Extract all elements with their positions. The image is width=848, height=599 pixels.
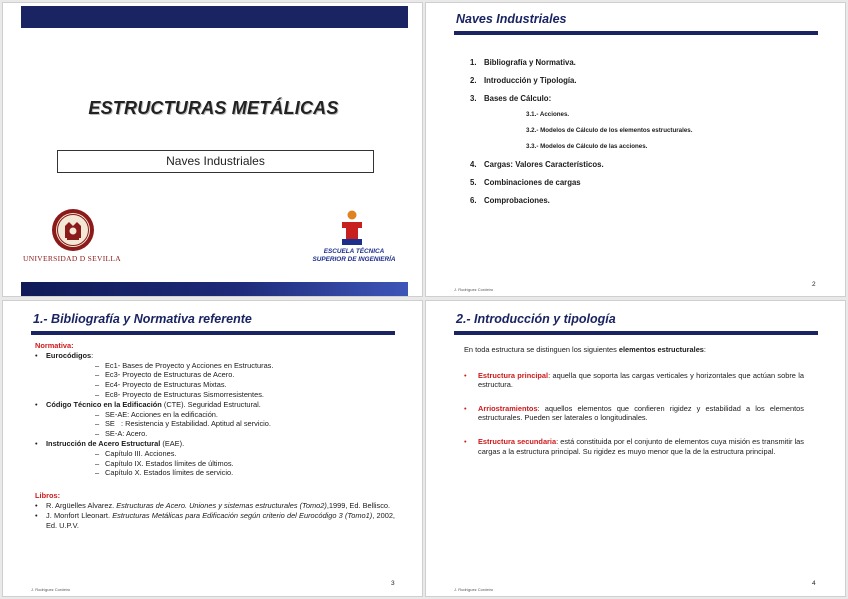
heading-rule bbox=[454, 331, 818, 335]
sub-list-item: – SE : Resistencia y Estabilidad. Aptitud al servicio. bbox=[35, 419, 395, 429]
intro-text bbox=[464, 345, 804, 355]
term: Estructura secundaria bbox=[478, 436, 557, 446]
slide-index bbox=[425, 2, 846, 297]
book-publisher: , 2002, Ed. U.P.V. bbox=[46, 510, 395, 530]
toc-num: 4. bbox=[470, 160, 477, 169]
eae-text: (EAE). bbox=[160, 438, 185, 448]
slide-heading: 2.- Introducción y tipología bbox=[456, 312, 616, 326]
school-name-line1: ESCUELA TÉCNICA bbox=[323, 248, 385, 255]
libros-label: Libros: bbox=[35, 491, 61, 501]
sub-list-item: – SE-AE: Acciones en la edificación. bbox=[35, 410, 395, 420]
cte-label: Código Técnico en la Edificación bbox=[46, 399, 162, 409]
toc-item bbox=[470, 158, 840, 172]
list-item bbox=[464, 404, 804, 423]
heading-rule bbox=[454, 31, 818, 35]
toc-item bbox=[470, 176, 840, 190]
list-item bbox=[35, 439, 395, 449]
slide-body bbox=[35, 341, 395, 530]
sub-list-item: – Capítulo X. Estados límites de servicio. bbox=[35, 468, 395, 478]
sub-list-item: – Capítulo IX. Estados límites de últimos. bbox=[35, 459, 395, 469]
sub-list-item: – Ec1- Bases de Proyecto y Acciones en Estructuras. bbox=[35, 361, 395, 371]
toc-label: Bibliografía y Normativa. bbox=[484, 58, 576, 67]
slide-title bbox=[2, 2, 423, 297]
list-item bbox=[35, 400, 395, 410]
eae-label: Instrucción de Acero Estructural bbox=[46, 438, 161, 448]
school-logo-icon bbox=[337, 210, 367, 246]
intro-bold: elementos estructurales bbox=[618, 345, 704, 354]
book-title: Estructuras de Acero. Uniones y sistemas estructurales (Tomo2) bbox=[116, 500, 327, 510]
toc-item bbox=[470, 56, 840, 70]
list-item bbox=[464, 437, 804, 456]
toc-item bbox=[470, 92, 840, 106]
book-publisher: ,1999, Ed. Bellisco. bbox=[326, 500, 391, 510]
slide-heading: 1.- Bibliografía y Normativa referente bbox=[33, 312, 252, 326]
normativa-label: Normativa: bbox=[35, 341, 74, 350]
cte-text: (CTE). Seguridad Estructural. bbox=[161, 399, 261, 409]
eurocodigos-label: Eurocódigos bbox=[46, 350, 92, 360]
intro-part: En toda estructura se distinguen los siguientes bbox=[464, 345, 619, 354]
toc-item bbox=[470, 74, 840, 88]
book-item bbox=[35, 511, 395, 531]
slide-bibliografia bbox=[2, 300, 423, 597]
definition: : está constituida por el conjunto de elementos cuya misión es transmitir las cargas a la estructura principal. Su rigidez es muyo menor que la de la estructura principal. bbox=[478, 436, 804, 456]
definition: : aquella que soporta las cargas verticales y horizontales que actúan sobre la estructura. bbox=[478, 370, 804, 390]
bottom-banner bbox=[21, 282, 408, 296]
page-number: 3 bbox=[391, 580, 395, 587]
school-name bbox=[299, 248, 409, 264]
book-title: Estructuras Metálicas para Edificación según criterio del Eurocódigo 3 (Tomo1) bbox=[112, 510, 373, 520]
school-name-line2: SUPERIOR DE INGENIERÍA bbox=[312, 256, 396, 263]
book-author: R. Argüelles Alvarez. bbox=[46, 500, 117, 510]
list-item bbox=[464, 371, 804, 390]
term: Estructura principal bbox=[478, 370, 549, 380]
definition: : aquellos elementos que confieren rigidez y estabilidad a los elementos estructurales. Pueden ser laterales o longitudinales. bbox=[478, 403, 804, 423]
toc-subitem: 3.3.- Modelos de Cálculo de las acciones. bbox=[526, 143, 648, 150]
sub-list-item: – Ec8- Proyecto de Estructuras Sismorresistentes. bbox=[35, 390, 395, 400]
list-item: • Eurocódigos: bbox=[35, 351, 395, 361]
term: Arriostramientos bbox=[478, 403, 538, 413]
slide-introduccion bbox=[425, 300, 846, 597]
toc-subitem: 3.1.- Acciones. bbox=[526, 111, 570, 118]
toc-num: 2. bbox=[470, 76, 477, 85]
toc-label: Bases de Cálculo: bbox=[484, 94, 552, 103]
intro-part: : bbox=[703, 345, 706, 354]
toc-subitem: 3.2.- Modelos de Cálculo de los elementos estructurales. bbox=[526, 127, 693, 134]
sub-list-item: – SE-A: Acero. bbox=[35, 429, 395, 439]
main-title: ESTRUCTURAS METÁLICAS bbox=[88, 98, 339, 118]
toc-label: Comprobaciones. bbox=[484, 196, 550, 205]
table-of-contents bbox=[470, 56, 840, 212]
university-name: UNIVERSIDAD D SEVILLA bbox=[23, 254, 121, 263]
university-seal-icon bbox=[51, 208, 95, 252]
book-item bbox=[35, 501, 395, 511]
toc-label: Introducción y Tipología. bbox=[484, 76, 577, 85]
sub-list-item: – Ec3- Proyecto de Estructuras de Acero. bbox=[35, 370, 395, 380]
footer-author: J. Rodríguez Cordeiro bbox=[31, 587, 71, 592]
toc-label: Combinaciones de cargas bbox=[484, 178, 581, 187]
footer-author: J. Rodríguez Cordeiro bbox=[454, 587, 494, 592]
toc-num: 1. bbox=[470, 58, 477, 67]
slide-heading: Naves Industriales bbox=[456, 12, 567, 26]
toc-num: 6. bbox=[470, 196, 477, 205]
heading-rule bbox=[31, 331, 395, 335]
toc-num: 3. bbox=[470, 94, 477, 103]
footer-author: J. Rodríguez Cordeiro bbox=[454, 287, 494, 292]
top-banner bbox=[21, 6, 408, 28]
toc-num: 5. bbox=[470, 178, 477, 187]
book-author: J. Monfort Lleonart. bbox=[46, 510, 113, 520]
toc-label: Cargas: Valores Característicos. bbox=[484, 160, 604, 169]
subtitle-box: Naves Industriales bbox=[57, 150, 374, 173]
sub-list-item: – Capítulo III. Acciones. bbox=[35, 449, 395, 459]
sub-list-item: – Ec4- Proyecto de Estructuras Mixtas. bbox=[35, 380, 395, 390]
slide-body bbox=[464, 345, 804, 456]
page-number: 4 bbox=[812, 580, 816, 587]
toc-item bbox=[470, 194, 840, 208]
page-number: 2 bbox=[812, 281, 816, 288]
